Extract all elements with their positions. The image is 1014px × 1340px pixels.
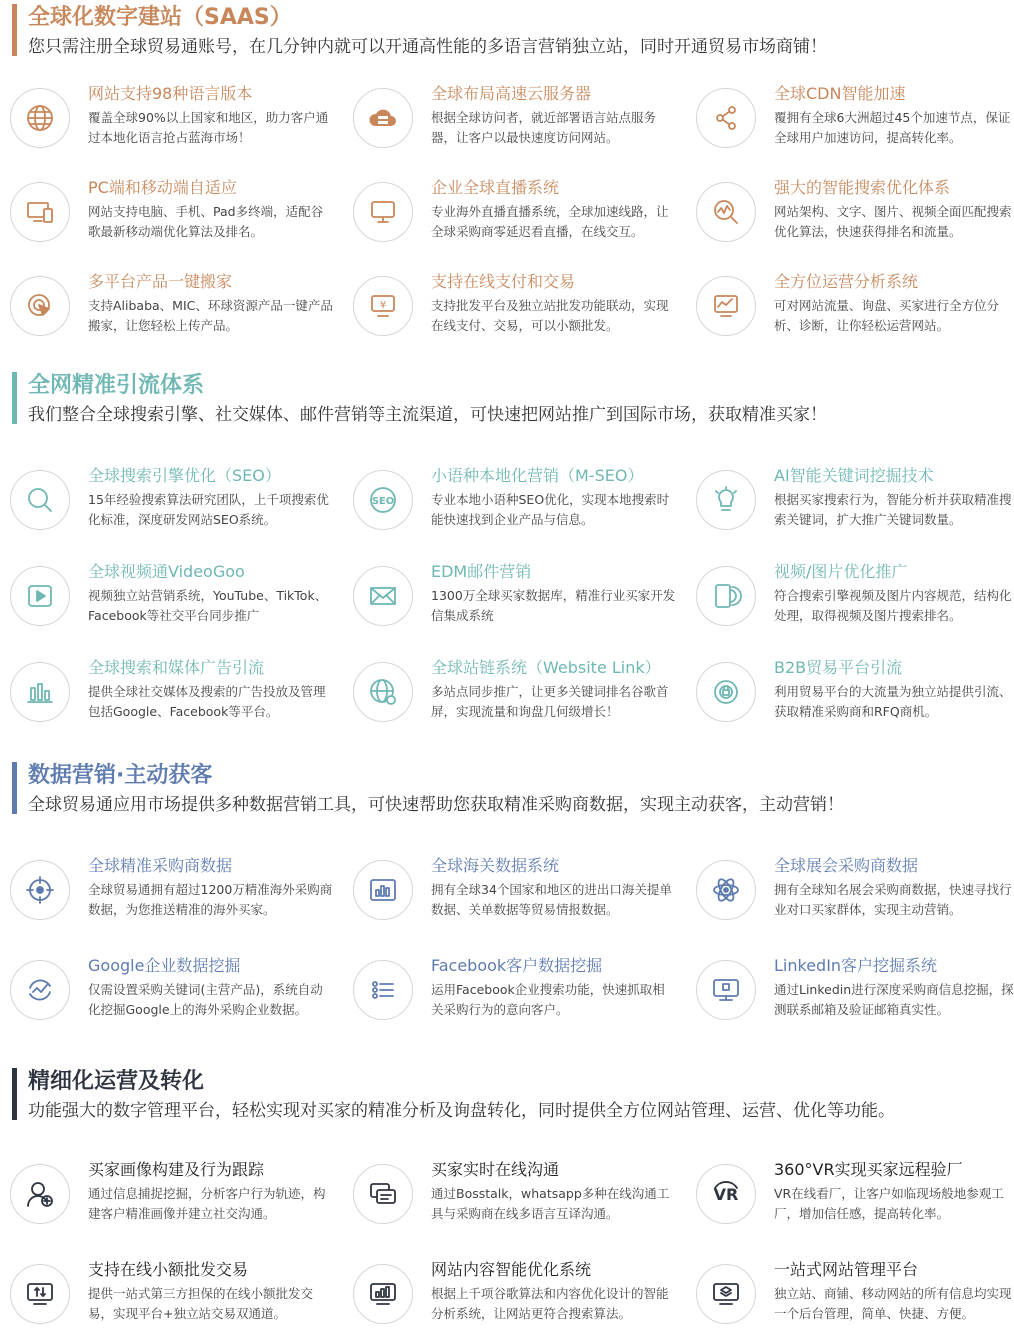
feature-description: 1300万全球买家数据库，精准行业买家开发信集成系统 [431, 588, 676, 623]
section-traffic [0, 372, 1014, 719]
feature-description: 通过信息捕捉挖掘，分析客户行为轨迹，构建客户精准画像并建立社交沟通。 [88, 1186, 326, 1221]
feature-item [686, 1260, 1014, 1340]
feature-title: 小语种本地化营销（M-SEO） [431, 466, 644, 485]
feature-description: 拥有全球知名展会采购商数据，快速寻找行业对口买家群体，实现主动营销。 [774, 882, 1012, 917]
cdn-network-icon [696, 88, 756, 148]
feature-description: 根据买家搜索行为，智能分析并获取精准搜索关键词，扩大推广关键词数量。 [774, 492, 1012, 527]
section-header [0, 1068, 1014, 1134]
section-saas [0, 4, 1014, 333]
feature-title: Google企业数据挖掘 [88, 956, 241, 975]
feature-description: 仅需设置采购关键词(主营产品)，系统自动化挖掘Google上的海外采购企业数据。 [88, 982, 323, 1017]
target-icon [696, 662, 756, 722]
chat-icon [353, 1164, 413, 1224]
manage-icon [696, 1264, 756, 1324]
feature-description: 运用Facebook企业搜索功能，快速抓取相关采购行为的意向客户。 [431, 982, 665, 1017]
feature-description: 全球贸易通拥有超过1200万精准海外采购商数据，为您推送精准的海外买家。 [88, 882, 333, 917]
feature-title: Facebook客户数据挖掘 [431, 956, 603, 975]
feature-item [686, 84, 1014, 164]
feature-title: 全球CDN智能加速 [774, 84, 906, 103]
section-description: 全球贸易通应用市场提供多种数据营销工具，可快速帮助您获取精准采购商数据，实现主动获客，主动营销！ [28, 795, 844, 815]
feature-title: 企业全球直播系统 [431, 178, 560, 197]
feature-description: 通过Bosstalk，whatsapp多种在线沟通工具与采购商在线多语言互译沟通。 [431, 1186, 670, 1221]
user-profile-icon [10, 1164, 70, 1224]
video-play-icon [10, 566, 70, 626]
feature-title: 支持在线小额批发交易 [88, 1260, 249, 1279]
feature-item [343, 1160, 673, 1240]
feature-title: 多平台产品一键搬家 [88, 272, 233, 291]
cloud-server-icon [353, 88, 413, 148]
feature-item [343, 956, 673, 1036]
feature-item [0, 956, 330, 1036]
feature-title: 全球布局高速云服务器 [431, 84, 592, 103]
section-header [0, 4, 1014, 70]
feature-item [686, 466, 1014, 546]
feature-item [686, 562, 1014, 642]
feature-item [686, 1160, 1014, 1240]
feature-description: 多站点同步推广，让更多关键词排名谷歌首屏，实现流量和询盘几何级增长！ [431, 684, 669, 719]
feature-title: 全球精准采购商数据 [88, 856, 233, 875]
feature-item [343, 1260, 673, 1340]
feature-description: 支持批发平台及独立站批发功能联动，实现在线支付、交易，可以小额批发。 [431, 298, 669, 333]
section-operations [0, 1068, 1014, 1321]
globe-icon [10, 88, 70, 148]
svg-text:SEO: SEO [371, 496, 395, 507]
feature-item [0, 84, 330, 164]
feature-description: 专业海外直播直播系统，全球加速线路，让全球采购商零延迟看直播，在线交互。 [431, 204, 669, 239]
bar-chart-icon [10, 662, 70, 722]
feature-title: AI智能关键词挖掘技术 [774, 466, 934, 485]
feature-item [686, 856, 1014, 936]
feature-item [0, 856, 333, 936]
feature-description: 符合搜索引擎视频及图片内容规范，结构化处理，取得视频及图片搜索排名。 [774, 588, 1012, 623]
feature-title: 网站内容智能优化系统 [431, 1260, 592, 1279]
feature-title: 全方位运营分析系统 [774, 272, 919, 291]
feature-item [0, 562, 330, 642]
globe-link-icon [353, 662, 413, 722]
feature-description: 根据全球访问者，就近部署语言站点服务器，让客户以最快速度访问网站。 [431, 110, 657, 145]
feature-item [0, 466, 330, 546]
feature-title: 强大的智能搜索优化体系 [774, 178, 951, 197]
payment-icon [353, 276, 413, 336]
feature-description: 拥有全球34个国家和地区的进出口海关提单数据、关单数据等贸易情报数据。 [431, 882, 672, 917]
desktop-icon [696, 960, 756, 1020]
section-header [0, 372, 1014, 438]
search-chart-icon [696, 182, 756, 242]
section-data-marketing [0, 762, 1014, 1017]
feature-item [0, 658, 330, 738]
feature-description: 网站支持电脑、手机、Pad多终端，适配谷歌最新移动端优化算法及排名。 [88, 204, 324, 239]
feature-item [343, 856, 673, 936]
feature-description: 利用贸易平台的大流量为独立站提供引流、获取精准采购商和RFQ商机。 [774, 684, 1012, 719]
section-title: 精细化运营及转化 [28, 1069, 205, 1094]
section-accent-bar [12, 762, 17, 814]
section-accent-bar [12, 1068, 17, 1120]
section-title: 数据营销·主动获客 [28, 763, 213, 788]
feature-title: 全球展会采购商数据 [774, 856, 919, 875]
feature-item [0, 272, 333, 352]
feature-description: 覆盖全球90%以上国家和地区，助力客户通过本地化语言抢占蓝海市场！ [88, 110, 329, 145]
crosshair-icon [10, 860, 70, 920]
chart-window-icon [353, 860, 413, 920]
feature-title: 全球站链系统（Website Link） [431, 658, 661, 677]
feature-item [686, 272, 1014, 352]
mail-icon [353, 566, 413, 626]
devices-icon [10, 182, 70, 242]
feature-title: PC端和移动端自适应 [88, 178, 237, 197]
feature-description: 支持Alibaba、MIC、环球资源产品一键产品搬家，让您轻松上传产品。 [88, 298, 333, 333]
feature-description: 通过Linkedin进行深度采购商信息挖掘，探测联系邮箱及验证邮箱真实性。 [774, 982, 1014, 1017]
feature-item [0, 1260, 330, 1340]
feature-description: 15年经验搜索算法研究团队，上千项搜索优化标准，深度研发网站SEO系统。 [88, 492, 329, 527]
feature-description: 专业本地小语种SEO优化，实现本地搜索时能快速找到企业产品与信息。 [431, 492, 670, 527]
feature-description: 覆拥有全球6大洲超过45个加速节点，保证全球用户加速访问，提高转化率。 [774, 110, 1011, 145]
atom-icon [696, 860, 756, 920]
feature-description: 根据上千项谷歌算法和内容优化设计的智能分析系统，让网站更符合搜索算法。 [431, 1286, 669, 1321]
feature-description: 独立站、商铺、移动网站的所有信息均实现一个后台管理，简单、快捷、方便。 [774, 1286, 1012, 1321]
feature-description: 提供一站式第三方担保的在线小额批发交易，实现平台+独立站交易双通道。 [88, 1286, 314, 1321]
vr-icon [696, 1164, 756, 1224]
feature-title: 一站式网站管理平台 [774, 1260, 919, 1279]
feature-item [343, 562, 676, 642]
search-icon [10, 470, 70, 530]
feature-title: 视频/图片优化推广 [774, 562, 908, 581]
feature-item [686, 658, 1014, 738]
analytics-icon [696, 276, 756, 336]
optimize-icon [353, 1264, 413, 1324]
feature-item [343, 84, 673, 164]
feature-item [343, 178, 673, 258]
feature-title: 全球海关数据系统 [431, 856, 560, 875]
seo-icon [353, 470, 413, 530]
feature-title: LinkedIn客户挖掘系统 [774, 956, 938, 975]
feature-item [343, 272, 673, 352]
section-title: 全球化数字建站（SAAS） [28, 5, 292, 30]
cursor-click-icon [10, 276, 70, 336]
svg-text:VR: VR [713, 1185, 739, 1204]
section-description: 功能强大的数字管理平台，轻松实现对买家的精准分析及询盘转化，同时提供全方位网站管理、运营、优化等功能。 [28, 1101, 895, 1121]
feature-item [0, 1160, 330, 1240]
feature-title: B2B贸易平台引流 [774, 658, 903, 677]
feature-description: 视频独立站营销系统，YouTube、TikTok、Facebook等社交平台同步推广 [88, 588, 328, 623]
feature-title: 360°VR实现买家远程验厂 [774, 1160, 963, 1179]
list-icon [353, 960, 413, 1020]
feature-title: 全球视频通VideoGoo [88, 562, 245, 581]
feature-item [686, 178, 1014, 258]
feature-title: 全球搜索和媒体广告引流 [88, 658, 265, 677]
monitor-icon [353, 182, 413, 242]
section-title: 全网精准引流体系 [28, 373, 205, 398]
feature-item [343, 658, 673, 738]
section-accent-bar [12, 372, 17, 424]
feature-description: 网站架构、文字、图片、视频全面匹配搜索优化算法，快速获得排名和流量。 [774, 204, 1012, 239]
trend-icon [10, 960, 70, 1020]
section-header [0, 762, 1014, 828]
feature-title: 网站支持98种语言版本 [88, 84, 253, 103]
feature-item [686, 956, 1014, 1036]
section-description: 您只需注册全球贸易通账号，在几分钟内就可以开通高性能的多语言营销独立站，同时开通贸易市场商铺！ [28, 37, 827, 57]
media-icon [696, 566, 756, 626]
feature-title: 全球搜索引擎优化（SEO） [88, 466, 281, 485]
trade-icon [10, 1264, 70, 1324]
feature-item [343, 466, 673, 546]
feature-description: 可对网站流量、询盘、买家进行全方位分析、诊断，让你轻松运营网站。 [774, 298, 1000, 333]
feature-title: 买家画像构建及行为跟踪 [88, 1160, 265, 1179]
feature-item [0, 178, 330, 258]
feature-title: 买家实时在线沟通 [431, 1160, 560, 1179]
lightbulb-icon [696, 470, 756, 530]
section-description: 我们整合全球搜索引擎、社交媒体、邮件营销等主流渠道，可快速把网站推广到国际市场，获取精准买家！ [28, 405, 827, 425]
section-accent-bar [12, 4, 17, 56]
svg-text:¥: ¥ [379, 300, 387, 311]
feature-description: 提供全球社交媒体及搜索的广告投放及管理包括Google、Facebook等平台。 [88, 684, 326, 719]
feature-title: EDM邮件营销 [431, 562, 532, 581]
feature-title: 支持在线支付和交易 [431, 272, 576, 291]
feature-description: VR在线看厂，让客户如临现场般地参观工厂，增加信任感，提高转化率。 [774, 1186, 1004, 1221]
